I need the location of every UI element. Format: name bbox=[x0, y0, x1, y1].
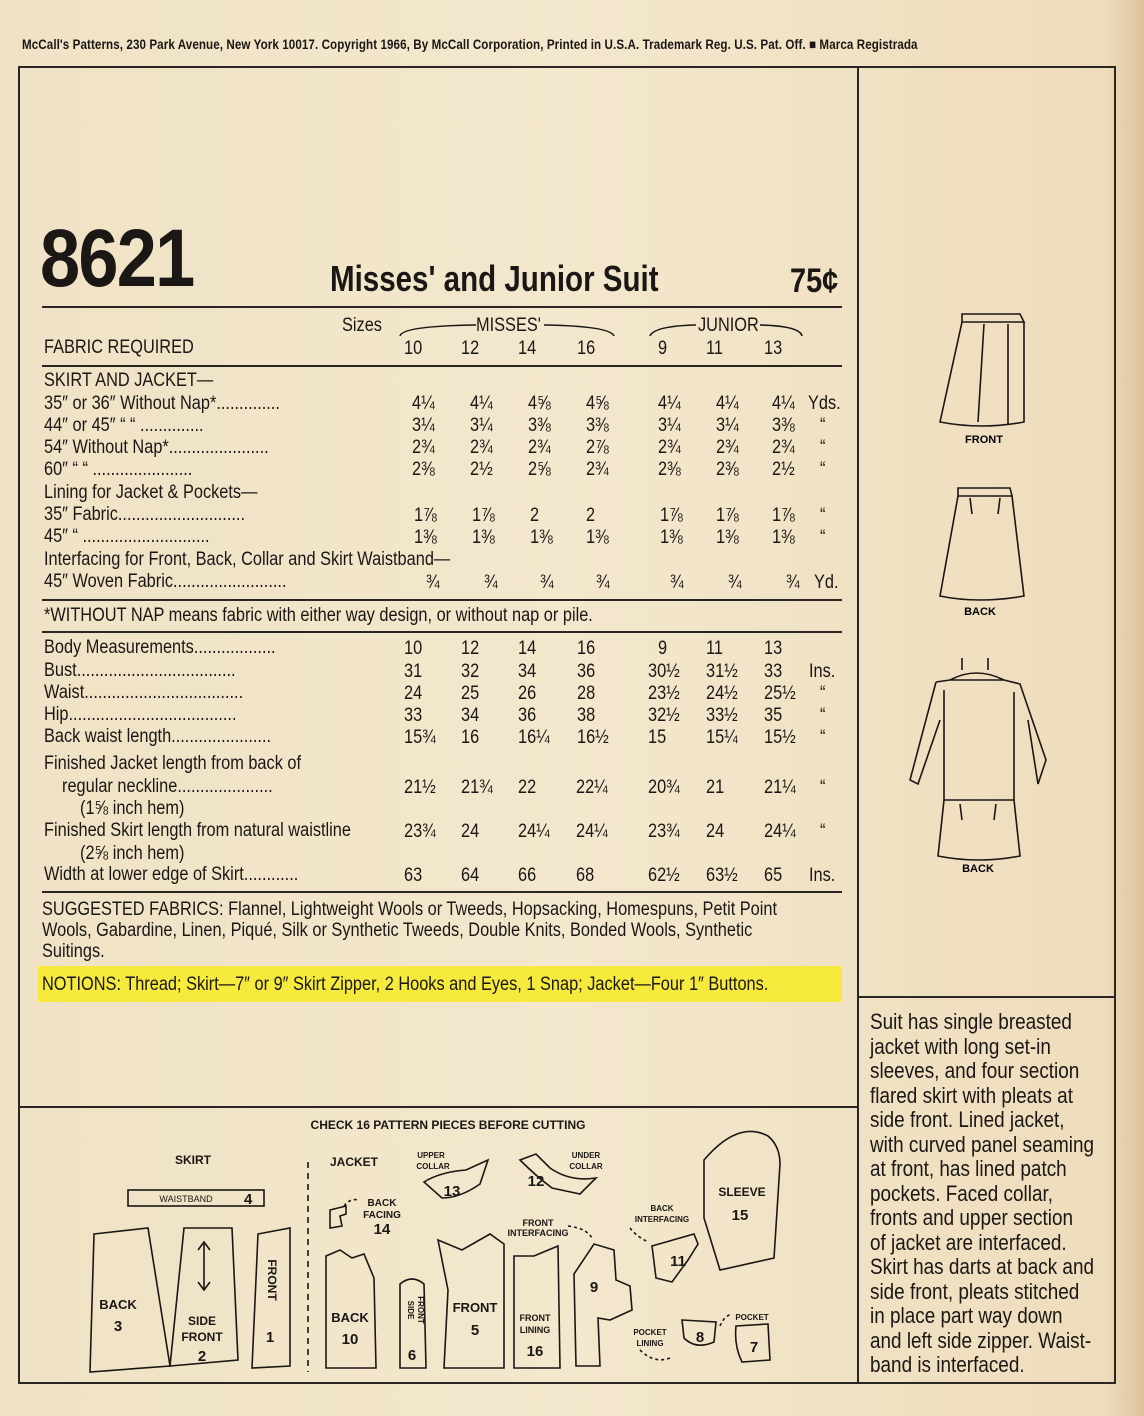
fabric-cell: ¾ bbox=[540, 572, 554, 593]
under-collar-label-2: COLLAR bbox=[569, 1162, 603, 1171]
description-line: fronts and upper section bbox=[870, 1205, 1074, 1230]
body-cell: 11 bbox=[706, 638, 723, 659]
fabric-row-label: 35″ Fabric............................ bbox=[44, 504, 246, 525]
body-cell: 24½ bbox=[706, 683, 738, 704]
body-cell: 28 bbox=[577, 683, 596, 704]
fabric-cell: 3¼ bbox=[658, 415, 681, 436]
width-unit: Ins. bbox=[809, 865, 836, 886]
body-cell: 10 bbox=[404, 638, 423, 659]
fabric-cell: 4⅝ bbox=[586, 393, 609, 414]
rule-nap bbox=[42, 631, 842, 633]
size-col: 11 bbox=[706, 338, 723, 359]
back-interfacing-label-2: INTERFACING bbox=[634, 1215, 690, 1224]
side-front-number: 2 bbox=[197, 1348, 207, 1365]
fabric-cell: 1⅞ bbox=[472, 505, 495, 526]
body-cell: 9 bbox=[658, 638, 668, 659]
body-cell: 16 bbox=[577, 638, 596, 659]
fabric-row-label: Lining for Jacket & Pockets— bbox=[44, 482, 258, 503]
jacket-length-cell: 21 bbox=[706, 777, 725, 798]
fabric-cell: 1⅜ bbox=[660, 527, 683, 548]
body-cell: 24 bbox=[404, 683, 423, 704]
fabric-unit: “ bbox=[820, 505, 826, 526]
jacket-length-cell: 21¾ bbox=[461, 777, 493, 798]
body-cell: 16 bbox=[461, 727, 480, 748]
skirt-front-sketch bbox=[940, 314, 1024, 426]
jacket-front-label: FRONT bbox=[452, 1300, 498, 1315]
width-cell: 63½ bbox=[706, 865, 738, 886]
back-facing-number: 14 bbox=[373, 1221, 391, 1238]
front-lining-number: 16 bbox=[526, 1343, 544, 1360]
skirt-back-label: BACK bbox=[964, 606, 996, 618]
fabric-unit: “ bbox=[820, 415, 826, 436]
fabric-row-label: Interfacing for Front, Back, Collar and Skirt Waistband— bbox=[44, 549, 451, 570]
body-cell: 15¾ bbox=[404, 727, 436, 748]
fabric-cell: 2 bbox=[586, 505, 596, 526]
body-cell: 25½ bbox=[764, 683, 796, 704]
description-line: at front, has lined patch bbox=[870, 1156, 1067, 1181]
skirt-length-cell: 24¼ bbox=[576, 821, 608, 842]
width-cell: 64 bbox=[461, 865, 480, 886]
fabric-cell: 2½ bbox=[772, 459, 795, 480]
upper-collar-label-1: UPPER bbox=[417, 1151, 445, 1160]
sleeve-label: SLEEVE bbox=[718, 1185, 766, 1199]
front-lining-label-1: FRONT bbox=[519, 1313, 551, 1323]
fabric-cell: 3¼ bbox=[412, 415, 435, 436]
description-line: in place part way down bbox=[870, 1303, 1063, 1328]
skirt-front-label: FRONT bbox=[965, 434, 1003, 446]
pocket-lining-number: 8 bbox=[695, 1329, 705, 1346]
front-interfacing-label-1: FRONT bbox=[522, 1218, 554, 1228]
back-facing-label-1: BACK bbox=[367, 1198, 397, 1209]
fabric-row-label: 45″ “ ............................ bbox=[44, 526, 210, 547]
pattern-pieces-diagram bbox=[20, 1110, 856, 1382]
skirt-front-number: 1 bbox=[265, 1329, 275, 1346]
fabric-cell: 3⅜ bbox=[772, 415, 795, 436]
description-line: band is interfaced. bbox=[870, 1352, 1025, 1377]
description-line: and left side zipper. Waist- bbox=[870, 1327, 1092, 1353]
fabric-cell: ¾ bbox=[728, 572, 742, 593]
suit-back-label: BACK bbox=[962, 863, 994, 875]
notions-text: NOTIONS: Thread; Skirt—7″ or 9″ Skirt Zipper, 2 Hooks and Eyes, 1 Snap; Jacket—Four 1″ Buttons. bbox=[42, 974, 769, 995]
body-cell: 12 bbox=[461, 638, 480, 659]
body-unit: “ bbox=[820, 705, 826, 726]
rule-body bbox=[42, 891, 842, 893]
fabric-cell: 2½ bbox=[470, 459, 493, 480]
back-facing-label-2: FACING bbox=[363, 1210, 401, 1221]
body-cell: 30½ bbox=[648, 661, 680, 682]
body-cell: 15¼ bbox=[706, 727, 738, 748]
description-line: sleeves, and four section bbox=[870, 1058, 1080, 1083]
body-row-label: Hip..................................... bbox=[44, 704, 237, 725]
body-cell: 16½ bbox=[577, 727, 609, 748]
fabric-cell: 1⅞ bbox=[660, 505, 683, 526]
fabric-cell: 2⅜ bbox=[412, 459, 435, 480]
body-unit: “ bbox=[820, 683, 826, 704]
fabric-cell: 2¾ bbox=[528, 437, 551, 458]
sizes-label: Sizes bbox=[342, 315, 382, 336]
body-cell: 26 bbox=[518, 683, 537, 704]
fabric-unit: Yd. bbox=[814, 572, 839, 593]
description-line: pockets. Faced collar, bbox=[870, 1180, 1053, 1206]
skirt-length-cell: 24¼ bbox=[764, 821, 796, 842]
pocket-lining-label-2: LINING bbox=[636, 1339, 664, 1348]
description-line: with curved panel seaming bbox=[870, 1131, 1095, 1157]
upper-collar-label-2: COLLAR bbox=[416, 1162, 450, 1171]
size-col: 10 bbox=[404, 338, 423, 359]
fabric-cell: 3⅜ bbox=[528, 415, 551, 436]
upper-collar-number: 13 bbox=[443, 1183, 461, 1200]
skirt-length-cell: 23¾ bbox=[404, 821, 436, 842]
pocket-lining-label-1: POCKET bbox=[633, 1328, 667, 1337]
width-cell: 68 bbox=[576, 865, 595, 886]
fabric-unit: “ bbox=[820, 527, 826, 548]
pointer-line bbox=[344, 1200, 358, 1206]
body-cell: 31 bbox=[404, 661, 423, 682]
body-cell: 32½ bbox=[648, 705, 680, 726]
jacket-length-cell: 21¼ bbox=[764, 777, 796, 798]
body-cell: 35 bbox=[764, 705, 783, 726]
skirt-length-label: Finished Skirt length from natural waistline bbox=[44, 820, 351, 841]
jacket-length-label-2: regular neckline..................... bbox=[62, 776, 273, 797]
body-cell: 33½ bbox=[706, 705, 738, 726]
fabric-cell: 1⅜ bbox=[414, 527, 437, 548]
size-col: 12 bbox=[461, 338, 480, 359]
fabric-row-label: 44″ or 45″ “ “ .............. bbox=[44, 415, 204, 436]
publisher-header: McCall's Patterns, 230 Park Avenue, New York 10017. Copyright 1966, By McCall Corporation, Printed in U.S.A. Trademark Reg. U.S. Pat. Off. ■ Marca Registrada bbox=[22, 37, 918, 52]
fabric-cell: ¾ bbox=[786, 572, 800, 593]
side-front-label-1: SIDE bbox=[187, 1314, 217, 1328]
fabric-cell: 1⅜ bbox=[472, 527, 495, 548]
fabric-cell: 3⅜ bbox=[586, 415, 609, 436]
width-row-label: Width at lower edge of Skirt............ bbox=[44, 864, 299, 885]
body-cell: 33 bbox=[764, 661, 783, 682]
back-interfacing-number: 11 bbox=[670, 1253, 686, 1270]
body-cell: 36 bbox=[518, 705, 537, 726]
fabric-cell: ¾ bbox=[484, 572, 498, 593]
fabric-cell: 4¼ bbox=[470, 393, 493, 414]
fabric-cell: 1⅞ bbox=[716, 505, 739, 526]
grain-arrow bbox=[198, 1242, 210, 1290]
garment-sketches bbox=[900, 300, 1100, 900]
fabric-row-label: 54″ Without Nap*...................... bbox=[44, 437, 269, 458]
body-cell: 38 bbox=[577, 705, 596, 726]
jacket-front-number: 5 bbox=[470, 1322, 480, 1339]
jacket-back-piece bbox=[326, 1250, 376, 1368]
pattern-title: Misses' and Junior Suit bbox=[330, 258, 659, 299]
jacket-length-unit: “ bbox=[820, 777, 826, 798]
suit-back-sketch bbox=[910, 658, 1046, 860]
fabric-cell: 3¼ bbox=[470, 415, 493, 436]
skirt-length-cell: 24 bbox=[461, 821, 480, 842]
fabric-cell: 2⅝ bbox=[528, 459, 551, 480]
fabric-cell: 4¼ bbox=[772, 393, 795, 414]
description-line: side front, pleats stitched bbox=[870, 1278, 1080, 1304]
jacket-length-label: Finished Jacket length from back of bbox=[44, 753, 302, 774]
jacket-length-cell: 22¼ bbox=[576, 777, 608, 798]
fabric-cell: 1⅜ bbox=[772, 527, 795, 548]
back-facing-piece bbox=[330, 1206, 346, 1228]
skirt-back-number: 3 bbox=[113, 1318, 123, 1335]
width-cell: 65 bbox=[764, 865, 783, 886]
fabric-cell: 2¾ bbox=[716, 437, 739, 458]
fabric-unit: “ bbox=[820, 437, 826, 458]
junior-label: JUNIOR bbox=[698, 315, 759, 336]
description bbox=[870, 1010, 1102, 1378]
body-row-label: Body Measurements.................. bbox=[44, 637, 276, 658]
jacket-back-number: 10 bbox=[341, 1331, 359, 1348]
fabric-cell: 2¾ bbox=[470, 437, 493, 458]
description-line: Suit has single breasted bbox=[870, 1009, 1072, 1034]
misses-label: MISSES' bbox=[476, 315, 541, 336]
skirt-length-cell: 24¼ bbox=[518, 821, 550, 842]
sleeve-number: 15 bbox=[731, 1207, 749, 1224]
body-unit: Ins. bbox=[809, 661, 836, 682]
fabric-row-label: 45″ Woven Fabric......................... bbox=[44, 571, 287, 592]
suggested-fabrics-line: Wools, Gabardine, Linen, Piqué, Silk or Synthetic Tweeds, Double Knits, Bonded Wools, Synthetic bbox=[42, 920, 753, 941]
skirt-length-cell: 24 bbox=[706, 821, 725, 842]
body-cell: 32 bbox=[461, 661, 480, 682]
fabric-cell: 1⅞ bbox=[772, 505, 795, 526]
divider-bottom bbox=[18, 1106, 859, 1108]
jacket-length-cell: 21½ bbox=[404, 777, 436, 798]
fabric-row-label: 60″ “ “ ...................... bbox=[44, 459, 193, 480]
size-col: 9 bbox=[658, 338, 668, 359]
width-cell: 62½ bbox=[648, 865, 680, 886]
skirt-length-unit: “ bbox=[820, 821, 826, 842]
jacket-section-label: JACKET bbox=[329, 1155, 379, 1169]
jacket-length-cell: 20¾ bbox=[648, 777, 680, 798]
body-cell: 15½ bbox=[764, 727, 796, 748]
description-line: jacket with long set-in bbox=[870, 1033, 1051, 1059]
fabric-cell: 2¾ bbox=[772, 437, 795, 458]
pocket-label: POCKET bbox=[735, 1313, 769, 1322]
pattern-number: 8621 bbox=[40, 213, 194, 304]
body-cell: 15 bbox=[648, 727, 667, 748]
front-interfacing-label-2: INTERFACING bbox=[507, 1228, 569, 1238]
body-row-label: Bust................................... bbox=[44, 660, 236, 681]
description-line: flared skirt with pleats at bbox=[870, 1082, 1073, 1108]
fabric-required-label: FABRIC REQUIRED bbox=[44, 337, 194, 358]
skirt-back-sketch bbox=[940, 488, 1024, 600]
body-cell: 31½ bbox=[706, 661, 738, 682]
jacket-length-cell: 22 bbox=[518, 777, 537, 798]
skirt-front-label: FRONT bbox=[265, 1259, 279, 1301]
fabric-cell: 3¼ bbox=[716, 415, 739, 436]
fabric-cell: ¾ bbox=[670, 572, 684, 593]
fabric-cell: 4¼ bbox=[716, 393, 739, 414]
pointer-line bbox=[630, 1228, 648, 1242]
jacket-side-front-number: 6 bbox=[407, 1347, 417, 1364]
pocket-number: 7 bbox=[749, 1339, 759, 1356]
description-line: Skirt has darts at back and bbox=[870, 1254, 1095, 1279]
sleeve-piece bbox=[704, 1131, 780, 1270]
divider-vertical bbox=[857, 66, 859, 1384]
fabric-cell: 1⅜ bbox=[716, 527, 739, 548]
description-line: side front. Lined jacket, bbox=[870, 1107, 1065, 1132]
fabric-cell: 1⅜ bbox=[586, 527, 609, 548]
fabric-cell: 2⅞ bbox=[586, 437, 609, 458]
waistband-label: WAISTBAND bbox=[159, 1194, 213, 1204]
fabric-cell: 2¾ bbox=[658, 437, 681, 458]
suggested-fabrics-line: Suitings. bbox=[42, 941, 105, 962]
piece-9-number: 9 bbox=[589, 1279, 599, 1296]
jacket-side-label-1: SIDE bbox=[406, 1300, 415, 1320]
body-cell: 36 bbox=[577, 661, 596, 682]
fabric-cell: ¾ bbox=[426, 572, 440, 593]
body-cell: 34 bbox=[461, 705, 480, 726]
pieces-heading: CHECK 16 PATTERN PIECES BEFORE CUTTING bbox=[310, 1118, 586, 1132]
fabric-unit: “ bbox=[820, 459, 826, 480]
pointer-line bbox=[640, 1350, 670, 1360]
body-cell: 13 bbox=[764, 638, 783, 659]
pattern-price: 75¢ bbox=[790, 262, 839, 300]
size-col: 13 bbox=[764, 338, 783, 359]
size-col: 16 bbox=[577, 338, 596, 359]
fabric-cell: 1⅞ bbox=[414, 505, 437, 526]
body-cell: 14 bbox=[518, 638, 537, 659]
width-cell: 66 bbox=[518, 865, 537, 886]
suggested-fabrics-line: SUGGESTED FABRICS: Flannel, Lightweight Wools or Tweeds, Hopsacking, Homespuns, Petit Point bbox=[42, 899, 778, 920]
body-cell: 25 bbox=[461, 683, 480, 704]
fabric-cell: 2 bbox=[530, 505, 540, 526]
fabric-cell: 4¼ bbox=[658, 393, 681, 414]
width-cell: 63 bbox=[404, 865, 423, 886]
pointer-line bbox=[720, 1314, 732, 1326]
under-collar-label-1: UNDER bbox=[571, 1151, 601, 1160]
body-cell: 34 bbox=[518, 661, 537, 682]
under-collar-number: 12 bbox=[527, 1173, 545, 1190]
skirt-length-cell: 23¾ bbox=[648, 821, 680, 842]
body-cell: 23½ bbox=[648, 683, 680, 704]
fabric-cell: ¾ bbox=[596, 572, 610, 593]
jacket-side-label-2: FRONT bbox=[416, 1296, 425, 1324]
fabric-unit: Yds. bbox=[808, 393, 841, 414]
rule-fabric bbox=[42, 599, 842, 601]
fabric-cell: 4¼ bbox=[412, 393, 435, 414]
fabric-cell: 2⅜ bbox=[716, 459, 739, 480]
body-row-label: Back waist length...................... bbox=[44, 726, 272, 747]
size-col: 14 bbox=[518, 338, 537, 359]
jacket-back-label: BACK bbox=[331, 1310, 369, 1325]
rule-sizes bbox=[42, 365, 842, 367]
side-front-label-2: FRONT bbox=[181, 1330, 223, 1344]
fabric-cell: 2¾ bbox=[412, 437, 435, 458]
body-cell: 16¼ bbox=[518, 727, 550, 748]
back-interfacing-label-1: BACK bbox=[650, 1204, 674, 1213]
fabric-row-label: 35″ or 36″ Without Nap*.............. bbox=[44, 393, 280, 414]
skirt-back-label: BACK bbox=[99, 1297, 137, 1312]
fabric-cell: 1⅜ bbox=[530, 527, 553, 548]
piece-9 bbox=[574, 1244, 632, 1366]
fabric-cell: 4⅝ bbox=[528, 393, 551, 414]
nap-note: *WITHOUT NAP means fabric with either way design, or without nap or pile. bbox=[44, 605, 593, 626]
skirt-length-hem: (2⅝ inch hem) bbox=[80, 843, 185, 864]
waistband-number: 4 bbox=[244, 1191, 253, 1208]
rule-title bbox=[42, 306, 842, 308]
body-unit: “ bbox=[820, 727, 826, 748]
body-cell: 33 bbox=[404, 705, 423, 726]
skirt-section-label: SKIRT bbox=[175, 1153, 211, 1167]
description-line: of jacket are interfaced. bbox=[870, 1229, 1067, 1255]
fabric-row-label: SKIRT AND JACKET— bbox=[44, 370, 214, 391]
fabric-cell: 2⅜ bbox=[658, 459, 681, 480]
jacket-length-hem: (1⅝ inch hem) bbox=[80, 798, 185, 819]
front-lining-label-2: LINING bbox=[519, 1325, 551, 1335]
fabric-cell: 2¾ bbox=[586, 459, 609, 480]
pointer-line bbox=[568, 1226, 592, 1238]
divider-right bbox=[857, 996, 1116, 998]
body-row-label: Waist................................... bbox=[44, 682, 244, 703]
